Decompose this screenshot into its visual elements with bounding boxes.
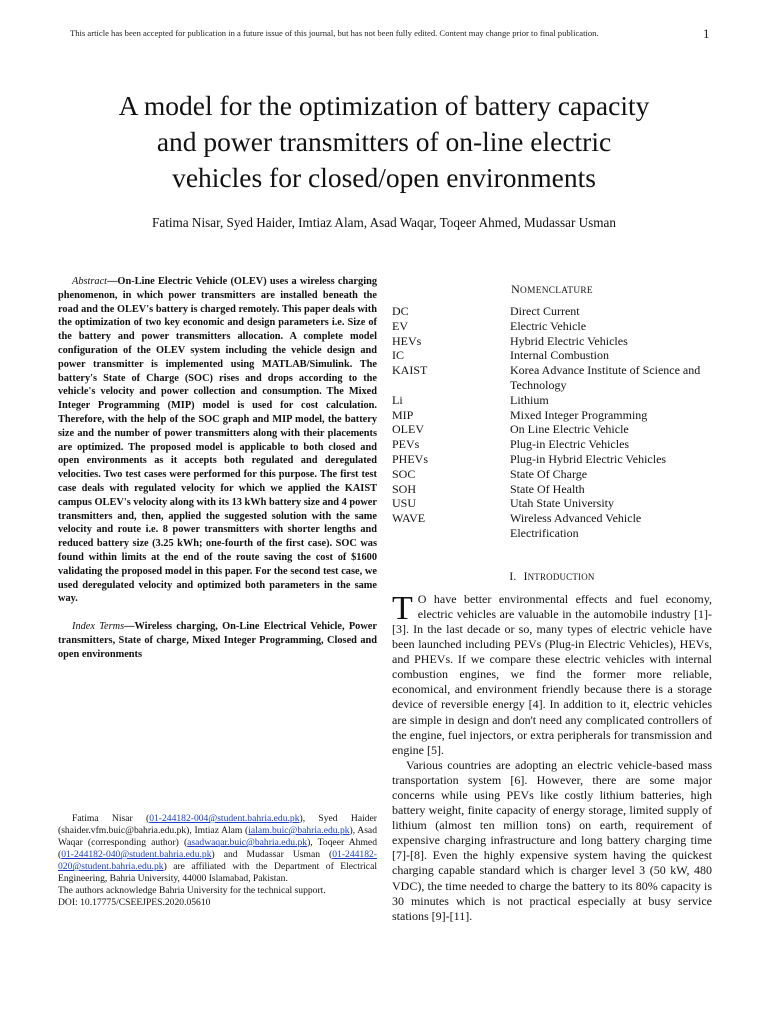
nomenclature-definition: State Of Health: [510, 481, 585, 496]
abstract-label: Abstract: [72, 276, 108, 287]
nomenclature-definition: On Line Electric Vehicle: [510, 422, 629, 437]
nomenclature-row: [392, 393, 712, 408]
nomenclature-row: [392, 348, 712, 363]
nomenclature-definition: Utah State University: [510, 496, 614, 511]
left-column: [58, 275, 377, 662]
nomenclature-row: [392, 496, 712, 511]
nomenclature-definition: Hybrid Electric Vehicles: [510, 333, 628, 348]
nomenclature-definition: Wireless Advanced Vehicle Electrification: [510, 511, 642, 540]
intro-paragraph-text: O have better environmental effects and fuel economy, electric vehicles are valuable in the automobile industry [1]-[3]. In the last decade or so, many types of electric vehicle have been launched including PEVs (Plug-in Electric Vehicles), HEVs, and PHEVs. If we compare these electric vehicles with internal combustion engines, we find the former more reliable, economical, and environment friendly because there is a storage device of reversible energy [4]. In addition to it, electric vehicles are simple in design and don't need any complicated controllers of the engine, fuel injectors, or extra peripherals for transmission and engine [5].: [392, 591, 712, 757]
intro-paragraph: [392, 589, 712, 758]
intro-paragraph: Various countries are adopting an electric vehicle-based mass transportation system [6]. However, there are some major concerns while using PEVs like costly lithium batteries, high battery weight, finite capacity of energy storage, limited supply of lithium (almost ten million tons) on earth, requirement of expensive charging infrastructure and long battery charging time [7]-[8]. Even the highly expensive system having the quickest charging capable standard which is charger level 3 (50 kW, 480 VDC), the time needed to charge the battery to its 80% capacity is 30 minutes which is not practical especially at busy service stations [9]-[11].: [392, 757, 712, 923]
email-link[interactable]: 01-244182-004@student.bahria.edu.pk: [149, 813, 300, 824]
nomenclature-abbreviation: PHEVs: [392, 451, 429, 466]
nomenclature-abbreviation: SOH: [392, 481, 417, 496]
section-heading: [392, 571, 712, 583]
nomenclature-definition: Mixed Integer Programming: [510, 407, 648, 422]
nomenclature-abbreviation: HEVs: [392, 333, 422, 348]
doi: DOI: 10.17775/CSEEJPES.2020.05610: [58, 897, 211, 908]
abstract: [58, 275, 377, 606]
email-link[interactable]: asadwaqar.buic@bahria.edu.pk: [187, 837, 308, 848]
right-column: [392, 282, 712, 924]
nomenclature-abbreviation: DC: [392, 304, 409, 318]
author-list: Fatima Nisar, Syed Haider, Imtiaz Alam, Asad Waqar, Toqeer Ahmed, Mudassar Usman: [152, 215, 616, 230]
nomenclature-definition: Direct Current: [510, 304, 580, 318]
nomenclature-row: [392, 304, 712, 319]
nomenclature-row: [392, 452, 712, 467]
nomenclature-heading-text: NOMENCLATURE: [511, 282, 593, 296]
nomenclature-definition: State Of Charge: [510, 466, 588, 481]
acknowledgement: The authors acknowledge Bahria University for the technical support.: [58, 885, 326, 896]
nomenclature-abbreviation: SOC: [392, 466, 416, 481]
nomenclature-abbreviation: KAIST: [392, 363, 428, 378]
nomenclature-row: [392, 511, 712, 541]
email-link[interactable]: 01-244182-020@student.bahria.edu.pk: [58, 849, 377, 872]
nomenclature-row: [392, 363, 712, 393]
nomenclature-row: [392, 319, 712, 334]
nomenclature-heading: [392, 282, 712, 297]
index-terms-text: Wireless charging, On-Line Electrical Vehicle, Power transmitters, State of charge, Mixed Integer Programming, Closed and open environments: [58, 621, 377, 660]
nomenclature-row: [392, 482, 712, 497]
footnote-text: ) are affiliated with the Department of Electrical Engineering, Bahria University, 44000 Islamabad, Pakistan.: [58, 861, 377, 884]
affiliation-note: [58, 813, 377, 885]
nomenclature-definition: Plug-in Hybrid Electric Vehicles: [510, 451, 667, 466]
section-number: I.: [509, 570, 517, 583]
prepublication-banner: This article has been accepted for publication in a future issue of this journal, but has not been fully edited. Content may change prior to final publication.: [70, 28, 599, 38]
nomenclature-abbreviation: Li: [392, 392, 403, 407]
index-terms-dash: —: [124, 621, 135, 633]
nomenclature-abbreviation: USU: [392, 496, 417, 511]
author-footnote: [58, 813, 377, 909]
title-line: and power transmitters of on-line electric: [156, 126, 612, 157]
section-title: INTRODUCTION: [523, 570, 595, 583]
nomenclature-row: [392, 408, 712, 423]
nomenclature-definition: Plug-in Electric Vehicles: [510, 437, 630, 452]
index-terms-label: Index Terms: [72, 621, 125, 633]
nomenclature-table: [392, 304, 712, 541]
footnote-text: ), Toqeer Ahmed (: [58, 837, 377, 860]
index-terms: [58, 620, 377, 661]
nomenclature-definition: Lithium: [510, 392, 549, 407]
nomenclature-definition: Electric Vehicle: [510, 318, 587, 333]
title-line: vehicles for closed/open environments: [172, 162, 596, 193]
title-line: A model for the optimization of battery capacity: [118, 90, 650, 121]
footnote-text: ), Syed Haider (shaider.vfm.buic@bahria.edu.pk), Imtiaz Alam (: [58, 813, 377, 836]
nomenclature-abbreviation: OLEV: [392, 422, 424, 437]
paper-title: [40, 88, 728, 196]
footnote-text: Fatima Nisar (: [72, 813, 150, 824]
footnote-text: ) and Mudassar Usman (: [211, 849, 333, 860]
email-link[interactable]: 01-244182-040@student.bahria.edu.pk: [61, 849, 212, 860]
nomenclature-definition: Korea Advance Institute of Science and Technology: [510, 363, 701, 392]
abstract-dash: —: [107, 276, 118, 287]
page-number: 1: [703, 26, 710, 41]
nomenclature-abbreviation: MIP: [392, 407, 414, 422]
nomenclature-row: [392, 467, 712, 482]
abstract-text: On-Line Electric Vehicle (OLEV) uses a wireless charging phenomenon, in which power transmitters are installed beneath the road and the OLEV's battery is charged remotely. This paper deals with the optimization of two key economic and design parameters i.e. Size of the battery and power transmitters allocation. A complete model configuration of the OLEV system including the vehicle design and power transmitter is implemented using MATLAB/Simulink. The battery's State of Charge (SOC) rises and drops according to the vehicle's velocity and power collection and consumption. The Mixed Integer Programming (MIP) model is used for cost calculation. Therefore, with the help of the SOC graph and MIP model, the battery size and the number of power transmitters along with their placements are optimized. The proposed model is applicable to both closed and open environments as it accepts both regulated and deregulated velocities. Two test cases were performed for this purpose. The first test case deals with regulated velocity for which we applied the KAIST campus OLEV's velocity along with its 13 kWh battery size and 4 power transmitters and, then, applied the suggested solution with the same velocity and route i.e. 8 power transmitters with shorter lengths and reduced battery size (3.25 kWh; one-fourth of the first case). SOC was found within limits at the end of the route saving the cost of $1600 validating the proposed model in this paper. For the second test case, we used deregulated velocity and optimized both parameters in the same way.: [58, 276, 377, 605]
nomenclature-row: [392, 334, 712, 349]
nomenclature-abbreviation: EV: [392, 318, 408, 333]
nomenclature-definition: Internal Combustion: [510, 348, 609, 363]
footnote-text: ), Asad Waqar (corresponding author) (: [58, 825, 377, 848]
nomenclature-row: [392, 422, 712, 437]
nomenclature-abbreviation: IC: [392, 348, 404, 363]
nomenclature-abbreviation: WAVE: [392, 511, 426, 526]
nomenclature-row: [392, 437, 712, 452]
email-link[interactable]: ialam.buic@bahria.edu.pk: [248, 825, 350, 836]
drop-cap: T: [392, 589, 413, 627]
nomenclature-abbreviation: PEVs: [392, 437, 420, 452]
